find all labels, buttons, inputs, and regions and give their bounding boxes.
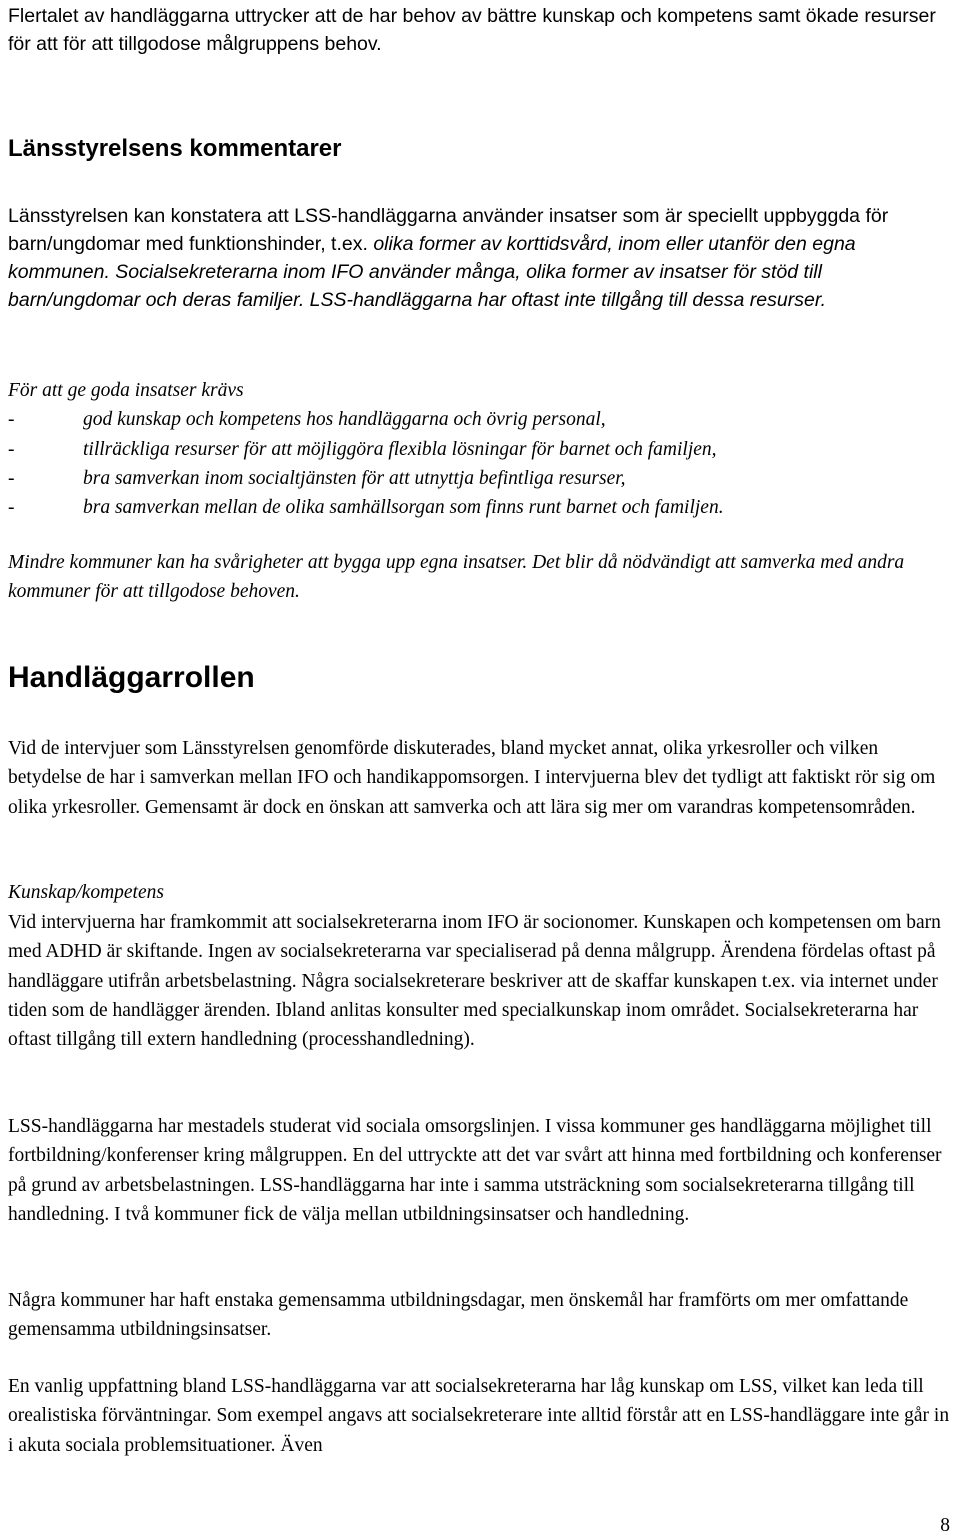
comments-heading: Länsstyrelsens kommentarer (8, 135, 342, 162)
list-item (8, 493, 954, 522)
requirements-list (8, 405, 954, 522)
list-item (8, 464, 954, 493)
list-item-text: bra samverkan mellan de olika samhällsorgan som finns runt barnet och familjen. (83, 497, 724, 519)
requirements-intro: För att ge goda insatser krävs (8, 380, 244, 401)
page-number: 8 (940, 1515, 950, 1536)
list-dash: - (8, 438, 15, 460)
list-item (8, 435, 954, 464)
requirements-block (8, 376, 954, 522)
list-item-text: god kunskap och kompetens hos handläggarna och övrig personal, (83, 409, 606, 431)
section-heading: Handläggarrollen (8, 661, 255, 694)
role-paragraph-3: LSS-handläggarna har mestadels studerat vid sociala omsorgslinjen. I vissa kommuner ges handläggarna möjlighet till fortbildning/konferenser kring målgruppen. En del uttryckte att det var svårt att hinna med fortbildning och konferenser på grund av arbetsbelastningen. LSS-handläggarna har inte i samma utsträckning som socialsekreterarna tillgång till handledning. I två kommuner fick de välja mellan utbildningsinsatser och handledning. (8, 1116, 942, 1225)
comments-paragraph (8, 202, 954, 314)
comments-closing: Mindre kommuner kan ha svårigheter att bygga upp egna insatser. Det blir då nödvändigt att samverka med andra kommuner för att tillgodose behoven. (8, 552, 905, 603)
list-dash: - (8, 409, 15, 431)
subheading: Kunskap/kompetens (8, 882, 164, 903)
list-dash: - (8, 467, 15, 489)
role-paragraph-2: Vid intervjuerna har framkommit att socialsekreterarna inom IFO är socionomer. Kunskapen och kompetensen om barn med ADHD är skiftande. Ingen av socialsekreterarna var specialiserad på denna målgrupp. Ärendena fördelas oftast på handläggare utifrån arbetsbelastning. Några socialsekreterare beskriver att de skaffar kunskapen t.ex. via internet under tiden som de handlägger ärenden. Ibland anlitas konsulter med specialkunskap inom området. Socialsekreterarna har oftast tillgång till extern handledning (processhandledning). (8, 912, 941, 1051)
comments-paragraph-italic: olika former av korttidsvård, inom eller utanför den egna kommunen. Socialsekreterarna inom IFO använder många, olika former av insatser för stöd till barn/ungdomar och deras familjer. LSS-handläggarna har oftast inte tillgång till dessa resurser. (8, 233, 856, 311)
intro-paragraph: Flertalet av handläggarna uttrycker att de har behov av bättre kunskap och kompetens samt ökade resurser för att för att tillgodose målgruppens behov. (8, 5, 936, 55)
comments-paragraph-regular: Länsstyrelsen kan konstatera att LSS-handläggarna använder insatser som är speciellt uppbyggda för barn/ungdomar med funktionshinder, t.ex. (8, 205, 889, 255)
role-paragraph-1: Vid de intervjuer som Länsstyrelsen genomförde diskuterades, bland mycket annat, olika yrkesroller och vilken betydelse de har i samverkan mellan IFO och handikappomsorgen. I intervjuerna blev det tydligt att faktiskt rör sig om olika yrkesroller. Gemensamt är dock en önskan att samverka och att lära sig mer om varandras kompetensområden. (8, 738, 936, 818)
list-dash: - (8, 497, 15, 519)
role-paragraph-5: En vanlig uppfattning bland LSS-handläggarna var att socialsekreterarna har låg kunskap om LSS, vilket kan leda till orealistiska förväntningar. Som exempel angavs att socialsekreterare inte alltid förstår att en LSS-handläggare inte går in i akuta sociala problemsituationer. Även (8, 1376, 950, 1456)
list-item-text: tillräckliga resurser för att möjliggöra flexibla lösningar för barnet och familjen, (83, 438, 717, 460)
role-paragraph-4: Några kommuner har haft enstaka gemensamma utbildningsdagar, men önskemål har framförts om mer omfattande gemensamma utbildningsinsatser. (8, 1290, 909, 1341)
list-item (8, 405, 954, 434)
list-item-text: bra samverkan inom socialtjänsten för att utnyttja befintliga resurser, (83, 467, 626, 489)
